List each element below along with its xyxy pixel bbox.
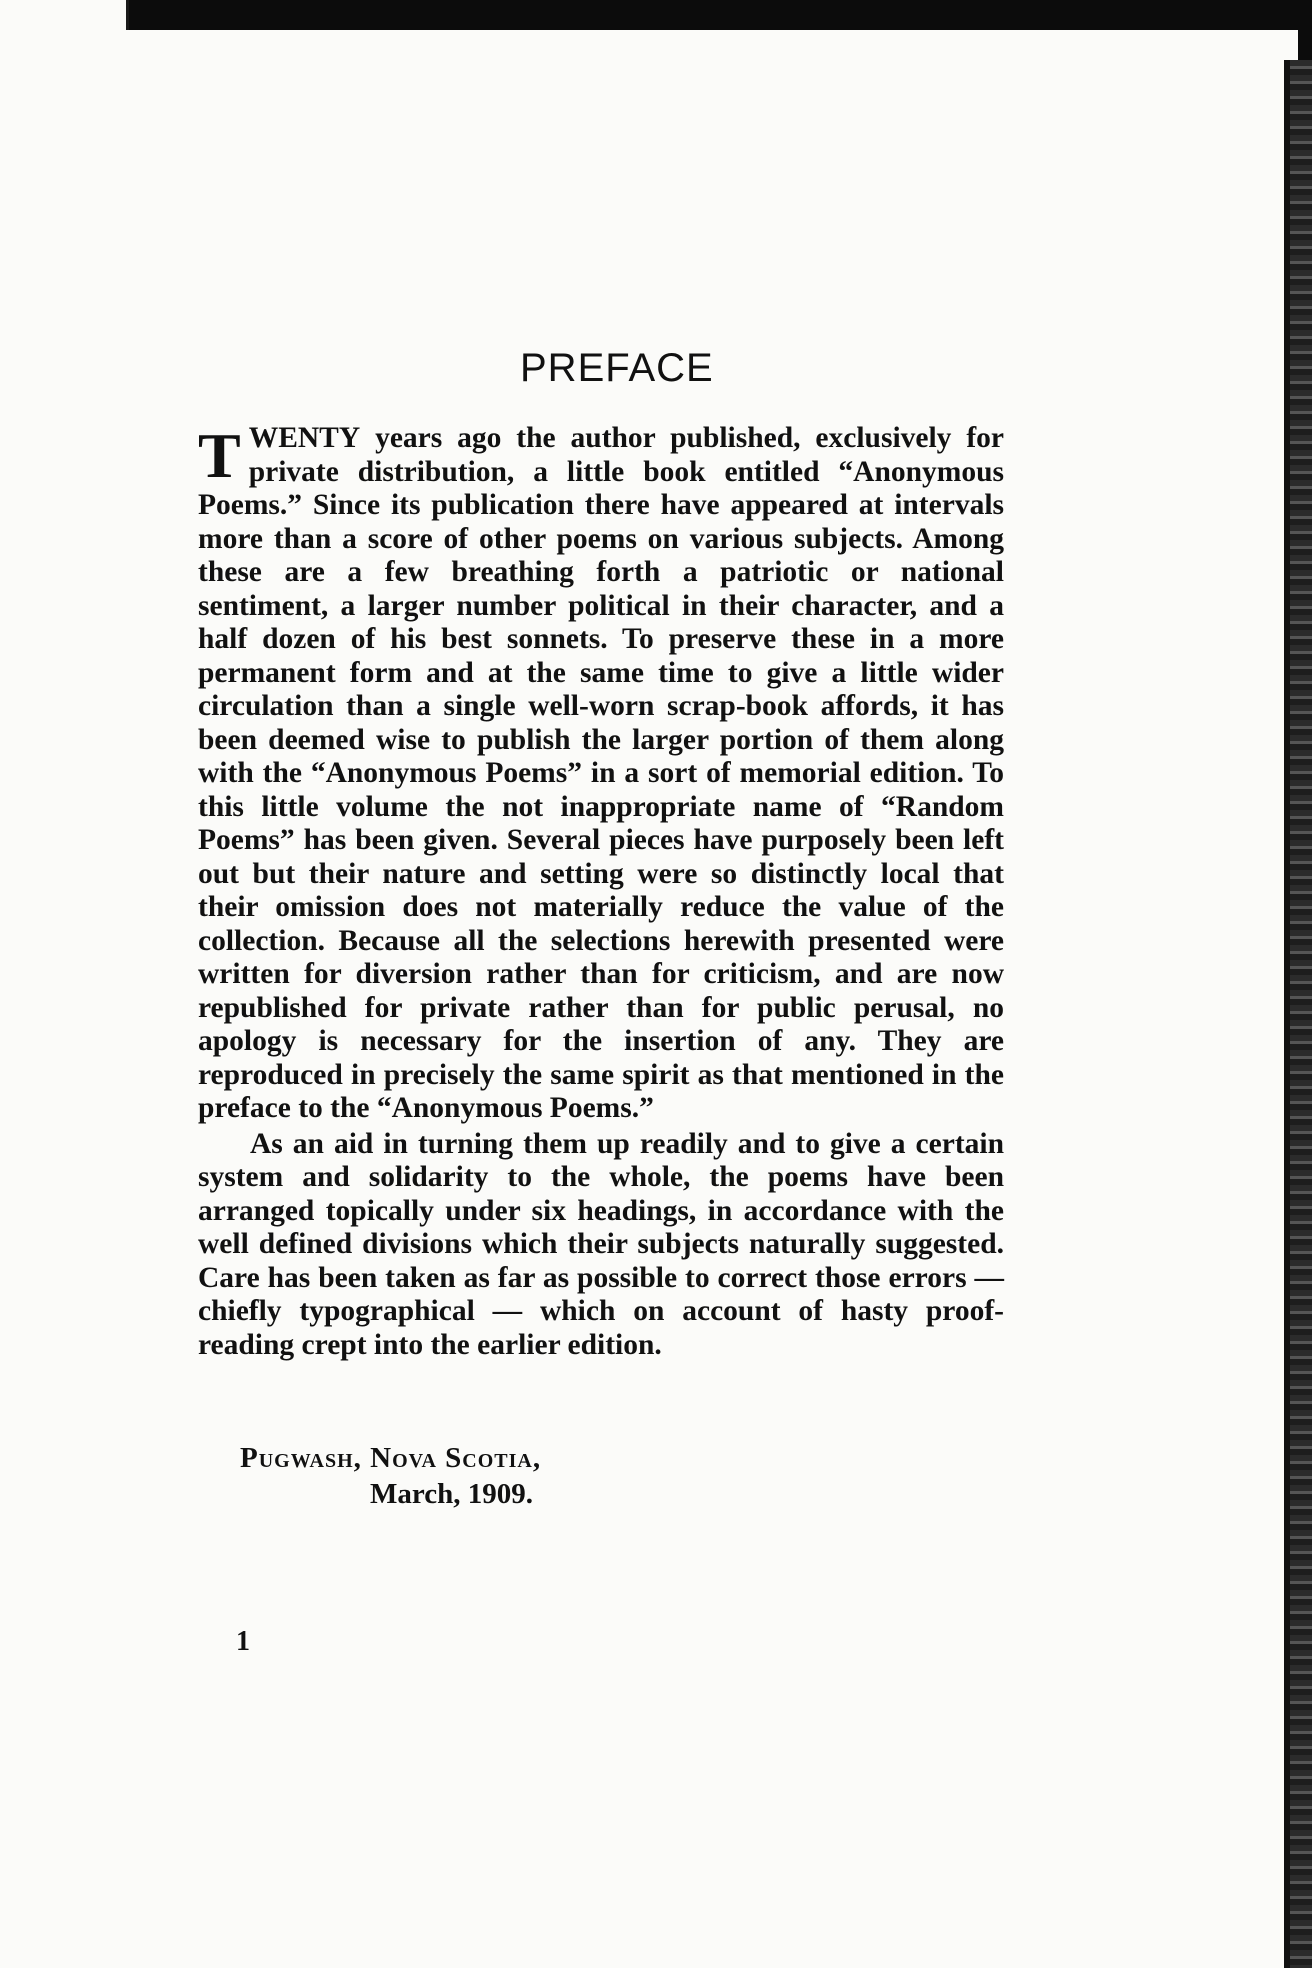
page-title: PREFACE [520,346,714,390]
signoff-place: Pugwash, Nova Scotia, [240,1442,542,1474]
signoff [240,1440,541,1512]
previous-page-strip [0,0,129,1968]
signoff-date: March, 1909. [370,1478,533,1510]
lead-word: WENTY [248,422,361,454]
paragraph-1-text: years ago the author published, exclusively for private distribution, a little book entitled “Anonymous Poems.” Since its publication there have appeared at intervals more than a score of other poems on various subjects. Among these are a few breathing forth a patriotic or national sentiment, a larger number political in their character, and a half dozen of his best sonnets. To preserve these in a more permanent form and at the same time to give a little wider circulation than a single well-worn scrap-book affords, it has been deemed wise to publish the larger portion of them along with the “Anonymous Poems” in a sort of memorial edition. To this little volume the not inappropriate name of “Random Poems” has been given. Several pieces have purposely been left out but their nature and setting were so distinctly local that their omission does not materially reduce the value of the collection. Because all the selections herewith presented were written for diversion rather than for criticism, and are now republished for private rather than for public perusal, no apology is necessary for the insertion of any. They are reproduced in precisely the same spirit as that mentioned in the preface to the “Anonymous Poems.” [198,422,1004,1124]
preface-paragraph-1 [198,422,1004,1126]
preface-body [198,422,1004,1362]
drop-cap: T [198,420,241,491]
preface-paragraph-2: As an aid in turning them up readily and to give a certain system and solidarity to the whole, the poems have been arranged topically under six headings, in accordance with the well defined divisions which their subjects naturally suggested. Care has been taken as far as possible to correct those errors — chiefly typographical — which on account of hasty proof-reading crept into the earlier edition. [198,1127,1004,1361]
page-stack-edge [1290,60,1312,1968]
page-number: 1 [236,1626,250,1657]
